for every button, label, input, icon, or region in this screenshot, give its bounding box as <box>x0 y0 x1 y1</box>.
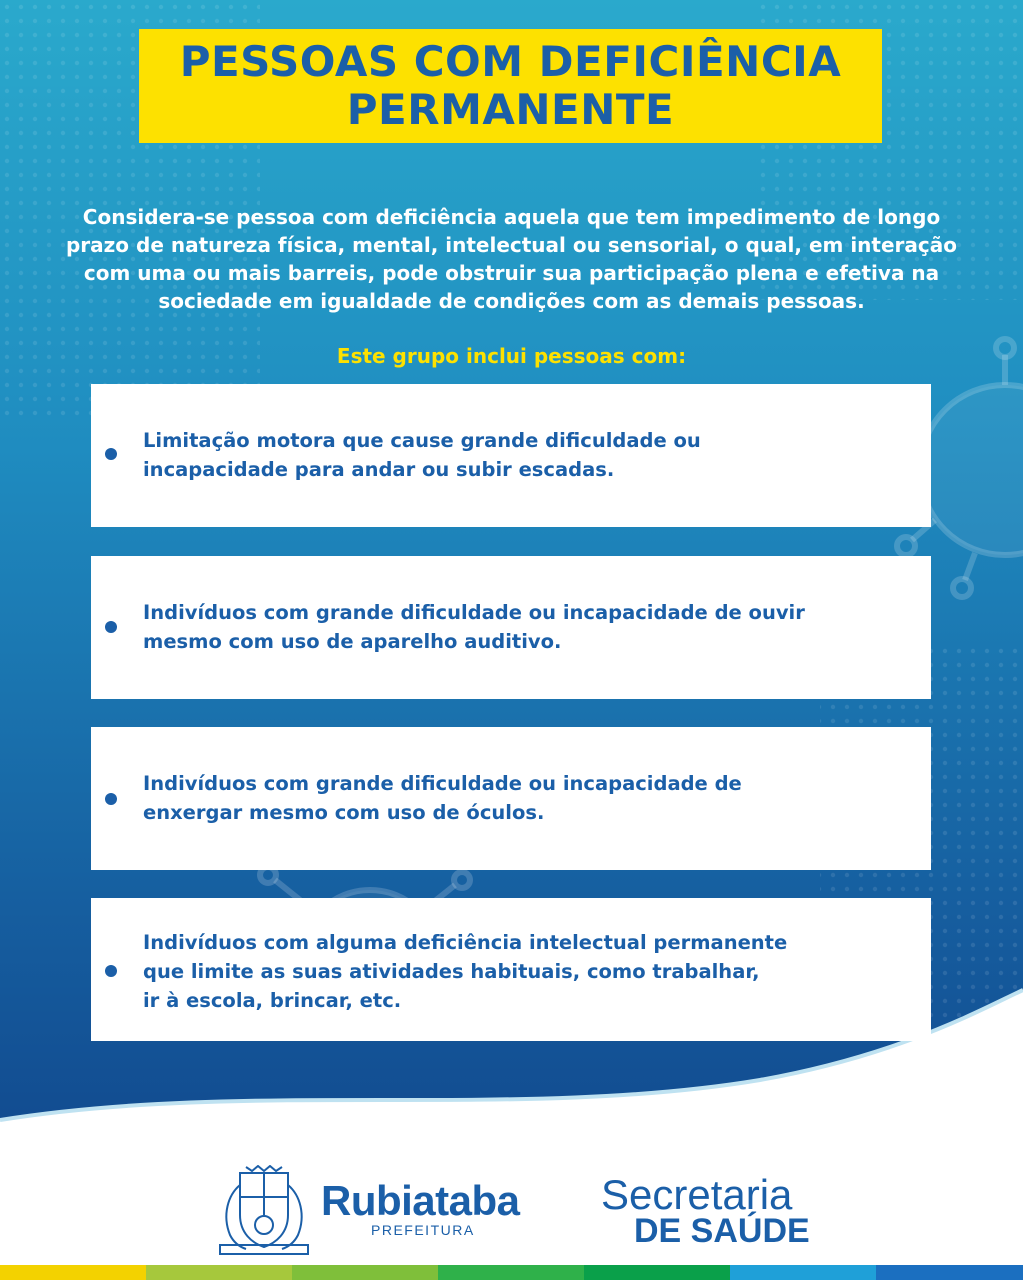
list-item-text <box>143 426 701 484</box>
list-item-line: que limite as suas atividades habituais, como trabalhar, <box>143 960 760 983</box>
stripe-segment <box>146 1265 292 1280</box>
intro-paragraph <box>20 203 1003 315</box>
bullet-icon <box>105 793 117 805</box>
list-item <box>91 898 931 1041</box>
bullet-icon <box>105 448 117 460</box>
prefeitura-label: PREFEITURA <box>371 1222 475 1238</box>
intro-line: prazo de natureza física, mental, intelectual ou sensorial, o qual, em interação <box>65 233 957 257</box>
stripe-segment <box>438 1265 584 1280</box>
group-subheading: Este grupo inclui pessoas com: <box>336 344 687 368</box>
secretaria-title: Secretaria <box>601 1171 793 1218</box>
list-item-line: Limitação motora que cause grande dificuldade ou <box>143 429 701 452</box>
secretaria-subtitle: DE SAÚDE <box>634 1212 810 1250</box>
intro-line: sociedade em igualdade de condições com as demais pessoas. <box>158 289 865 313</box>
list-item-text <box>143 598 805 656</box>
list-item-line: incapacidade para andar ou subir escadas. <box>143 458 615 481</box>
prefeitura-name: Rubiataba <box>321 1177 520 1224</box>
list-item-text <box>143 769 742 827</box>
intro-line: Considera-se pessoa com deficiência aquela que tem impedimento de longo <box>82 205 941 229</box>
stripe-segment <box>584 1265 730 1280</box>
stripe-segment <box>292 1265 438 1280</box>
bullet-icon <box>105 965 117 977</box>
list-item-line: enxergar mesmo com uso de óculos. <box>143 801 545 824</box>
list-item-line: Indivíduos com grande dificuldade ou incapacidade de <box>143 772 742 795</box>
municipal-coat-of-arms-icon <box>210 1165 318 1257</box>
list-item-line: mesmo com uso de aparelho auditivo. <box>143 630 562 653</box>
bullet-icon <box>105 621 117 633</box>
list-item-line: Indivíduos com alguma deficiência intelectual permanente <box>143 931 788 954</box>
stripe-segment <box>730 1265 876 1280</box>
list-item <box>91 727 931 870</box>
title-banner <box>139 29 882 143</box>
intro-line: com uma ou mais barreis, pode obstruir sua participação plena e efetiva na <box>83 261 940 285</box>
list-item-text <box>143 928 787 1015</box>
title-line-2: PERMANENTE <box>346 85 675 134</box>
list-item <box>91 384 931 527</box>
list-item-line: Indivíduos com grande dificuldade ou incapacidade de ouvir <box>143 601 805 624</box>
title-line-1: PESSOAS COM DEFICIÊNCIA <box>179 37 842 86</box>
stripe-segment <box>876 1265 1023 1280</box>
list-item-line: ir à escola, brincar, etc. <box>143 989 402 1012</box>
list-item <box>91 556 931 699</box>
color-stripe <box>0 1265 1023 1280</box>
stripe-segment <box>0 1265 146 1280</box>
footer-logos <box>0 1160 1023 1260</box>
